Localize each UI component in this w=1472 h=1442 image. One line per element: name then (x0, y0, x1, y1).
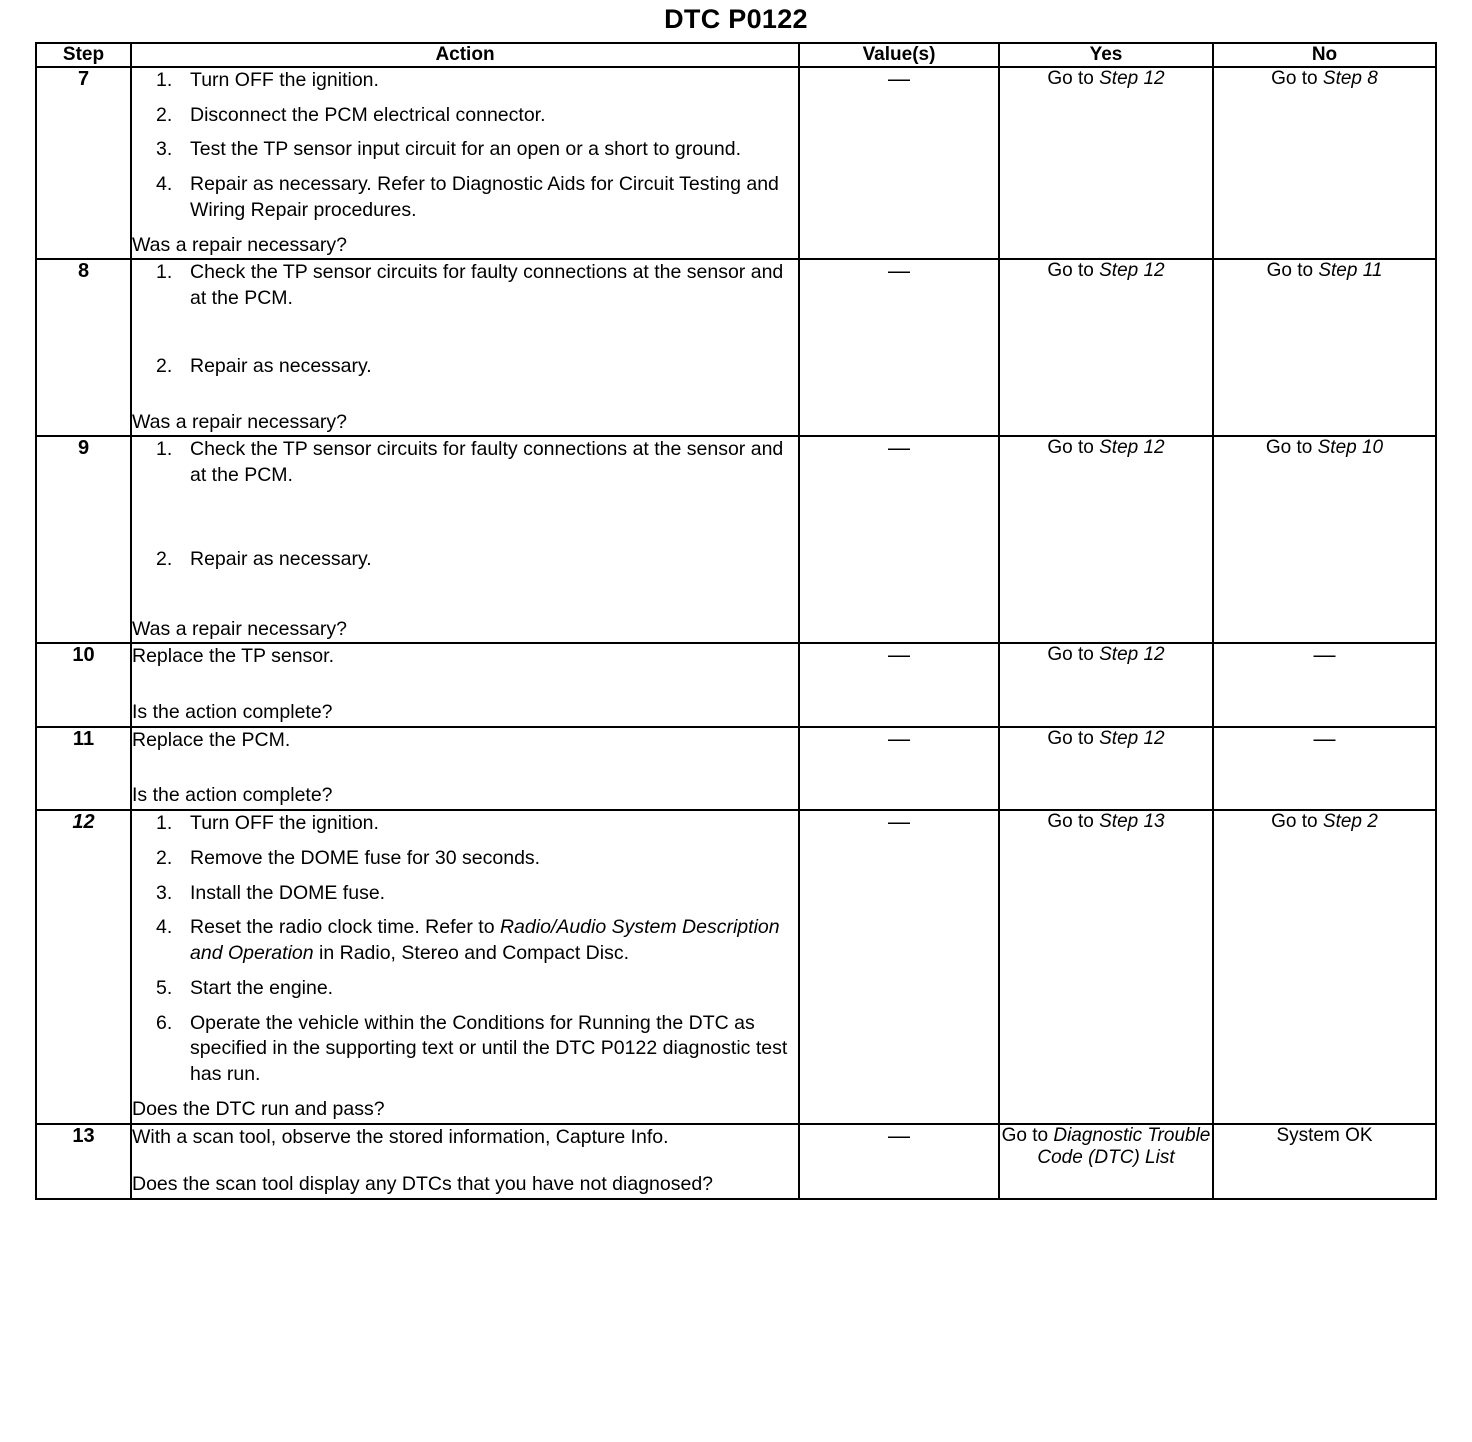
goto-reference (1267, 260, 1383, 282)
goto-reference (1271, 811, 1378, 833)
yes-cell (999, 1124, 1213, 1199)
list-item: Start the engine. (190, 976, 334, 999)
step-number: 13 (36, 1124, 131, 1199)
yes-cell (999, 727, 1213, 810)
value-cell (799, 1124, 999, 1199)
goto-prefix: Go to (1271, 68, 1323, 89)
action-statement: Replace the TP sensor. (132, 645, 334, 668)
no-cell (1213, 810, 1436, 1123)
action-statement: Replace the PCM. (132, 728, 291, 751)
action-question: Was a repair necessary? (132, 233, 347, 256)
goto-prefix: Go to (1047, 727, 1100, 749)
yes-cell (999, 643, 1213, 726)
no-cell (1213, 643, 1436, 726)
value-cell (799, 436, 999, 643)
goto-prefix: Go to (1047, 260, 1100, 282)
list-item: Check the TP sensor circuits for faulty connections at the sensor and at the PCM. (190, 261, 784, 310)
step-number: 12 (36, 810, 131, 1123)
goto-target: Step 12 (1099, 68, 1165, 89)
value-text: — (888, 66, 910, 91)
goto-reference (1266, 437, 1383, 459)
table-row (36, 436, 1436, 643)
action-text-italic: Radio/Audio System Description and Operation (190, 916, 780, 965)
action-list (156, 68, 798, 224)
action-content (131, 810, 799, 1123)
goto-target: Step 8 (1322, 68, 1378, 89)
column-header-yes: Yes (999, 43, 1213, 67)
list-item (156, 915, 798, 966)
no-cell (1213, 259, 1436, 436)
goto-reference (1047, 728, 1164, 750)
table-row (36, 727, 1436, 810)
value-cell (799, 259, 999, 436)
value-text: — (888, 435, 910, 461)
table-header-row (36, 43, 1436, 67)
action-question: Does the DTC run and pass? (132, 1097, 385, 1120)
goto-prefix: Go to (1047, 644, 1100, 666)
value-text: — (888, 642, 910, 668)
goto-target: Step 12 (1099, 644, 1165, 666)
value-cell (799, 727, 999, 810)
goto-prefix: Go to (1047, 68, 1100, 89)
table-row (36, 259, 1436, 436)
column-header-value: Value(s) (799, 43, 999, 67)
list-item: Test the TP sensor input circuit for an open or a short to ground. (190, 138, 742, 161)
goto-reference (1047, 644, 1164, 666)
yes-cell (999, 259, 1213, 436)
goto-prefix: Go to (1265, 437, 1318, 459)
page-title: DTC P0122 (664, 4, 808, 34)
list-item: Check the TP sensor circuits for faulty connections at the sensor and at the PCM. (190, 438, 784, 487)
goto-reference (1047, 260, 1164, 282)
goto-reference (1047, 437, 1164, 459)
no-dash: — (1313, 642, 1336, 668)
list-item: Remove the DOME fuse for 30 seconds. (190, 846, 541, 869)
value-cell (799, 67, 999, 259)
action-question: Was a repair necessary? (132, 410, 347, 433)
action-question: Is the action complete? (132, 701, 333, 724)
yes-cell (999, 436, 1213, 643)
goto-reference (1047, 68, 1164, 90)
goto-prefix: Go to (1001, 1124, 1054, 1146)
value-text: — (888, 725, 910, 751)
action-question: Does the scan tool display any DTCs that you have not diagnosed? (132, 1173, 714, 1196)
list-item: Operate the vehicle within the Conditions for Running the DTC as specified in the supporting text or until the DTC P0122 diagnostic test has run. (190, 1011, 788, 1086)
action-question: Is the action complete? (132, 784, 333, 807)
goto-target: Step 12 (1099, 727, 1165, 749)
value-text: — (888, 1122, 910, 1148)
table-row (36, 810, 1436, 1123)
no-cell (1213, 67, 1436, 259)
goto-prefix: Go to (1271, 811, 1323, 833)
action-list (156, 811, 798, 1088)
value-text: — (888, 809, 910, 835)
goto-target: Step 13 (1099, 811, 1165, 833)
action-statement: With a scan tool, observe the stored information, Capture Info. (132, 1125, 669, 1148)
action-text-post: in Radio, Stereo and Compact Disc. (313, 942, 629, 965)
column-header-step: Step (36, 43, 131, 67)
no-dash: — (1313, 725, 1336, 751)
action-content (131, 67, 799, 259)
step-number: 8 (36, 259, 131, 436)
action-content (131, 1124, 799, 1199)
step-number: 9 (36, 436, 131, 643)
goto-reference (1047, 811, 1164, 833)
action-list (156, 260, 798, 379)
list-item: Repair as necessary. (190, 547, 372, 570)
yes-cell (999, 67, 1213, 259)
yes-cell (999, 810, 1213, 1123)
goto-reference (1271, 68, 1378, 90)
action-question: Was a repair necessary? (132, 617, 347, 640)
action-text-pre: Reset the radio clock time. Refer to (190, 916, 500, 939)
no-cell (1213, 436, 1436, 643)
table-row (36, 67, 1436, 259)
diagnostic-table (35, 42, 1437, 1200)
list-item: Turn OFF the ignition. (190, 69, 379, 91)
goto-target: Diagnostic Trouble Code (DTC) List (1037, 1124, 1211, 1168)
no-cell (1213, 727, 1436, 810)
list-item: Turn OFF the ignition. (190, 812, 379, 835)
step-number: 7 (36, 67, 131, 259)
goto-prefix: Go to (1047, 437, 1100, 459)
list-item: Repair as necessary. (190, 354, 372, 377)
list-item: Install the DOME fuse. (190, 881, 386, 904)
table-row (36, 1124, 1436, 1199)
action-content (131, 259, 799, 436)
goto-target: Step 2 (1322, 811, 1378, 833)
no-cell (1213, 1124, 1436, 1199)
goto-prefix: Go to (1047, 811, 1100, 833)
step-number: 10 (36, 643, 131, 726)
action-content (131, 643, 799, 726)
list-item: Repair as necessary. Refer to Diagnostic Aids for Circuit Testing and Wiring Repair procedures. (190, 173, 779, 221)
action-content (131, 727, 799, 810)
action-content (131, 436, 799, 643)
system-ok-text: System OK (1276, 1124, 1373, 1146)
action-list (156, 437, 798, 572)
value-cell (799, 643, 999, 726)
column-header-no: No (1213, 43, 1436, 67)
goto-target: Step 12 (1099, 437, 1165, 459)
list-item: Disconnect the PCM electrical connector. (190, 103, 546, 126)
goto-target: Step 10 (1317, 437, 1384, 459)
value-text: — (888, 258, 910, 284)
step-number: 11 (36, 727, 131, 810)
goto-target: Step 11 (1318, 260, 1383, 282)
goto-target: Step 12 (1099, 260, 1165, 282)
column-header-action: Action (131, 43, 799, 67)
table-row (36, 643, 1436, 726)
value-cell (799, 810, 999, 1123)
goto-reference (1000, 1125, 1212, 1169)
goto-prefix: Go to (1266, 260, 1319, 282)
